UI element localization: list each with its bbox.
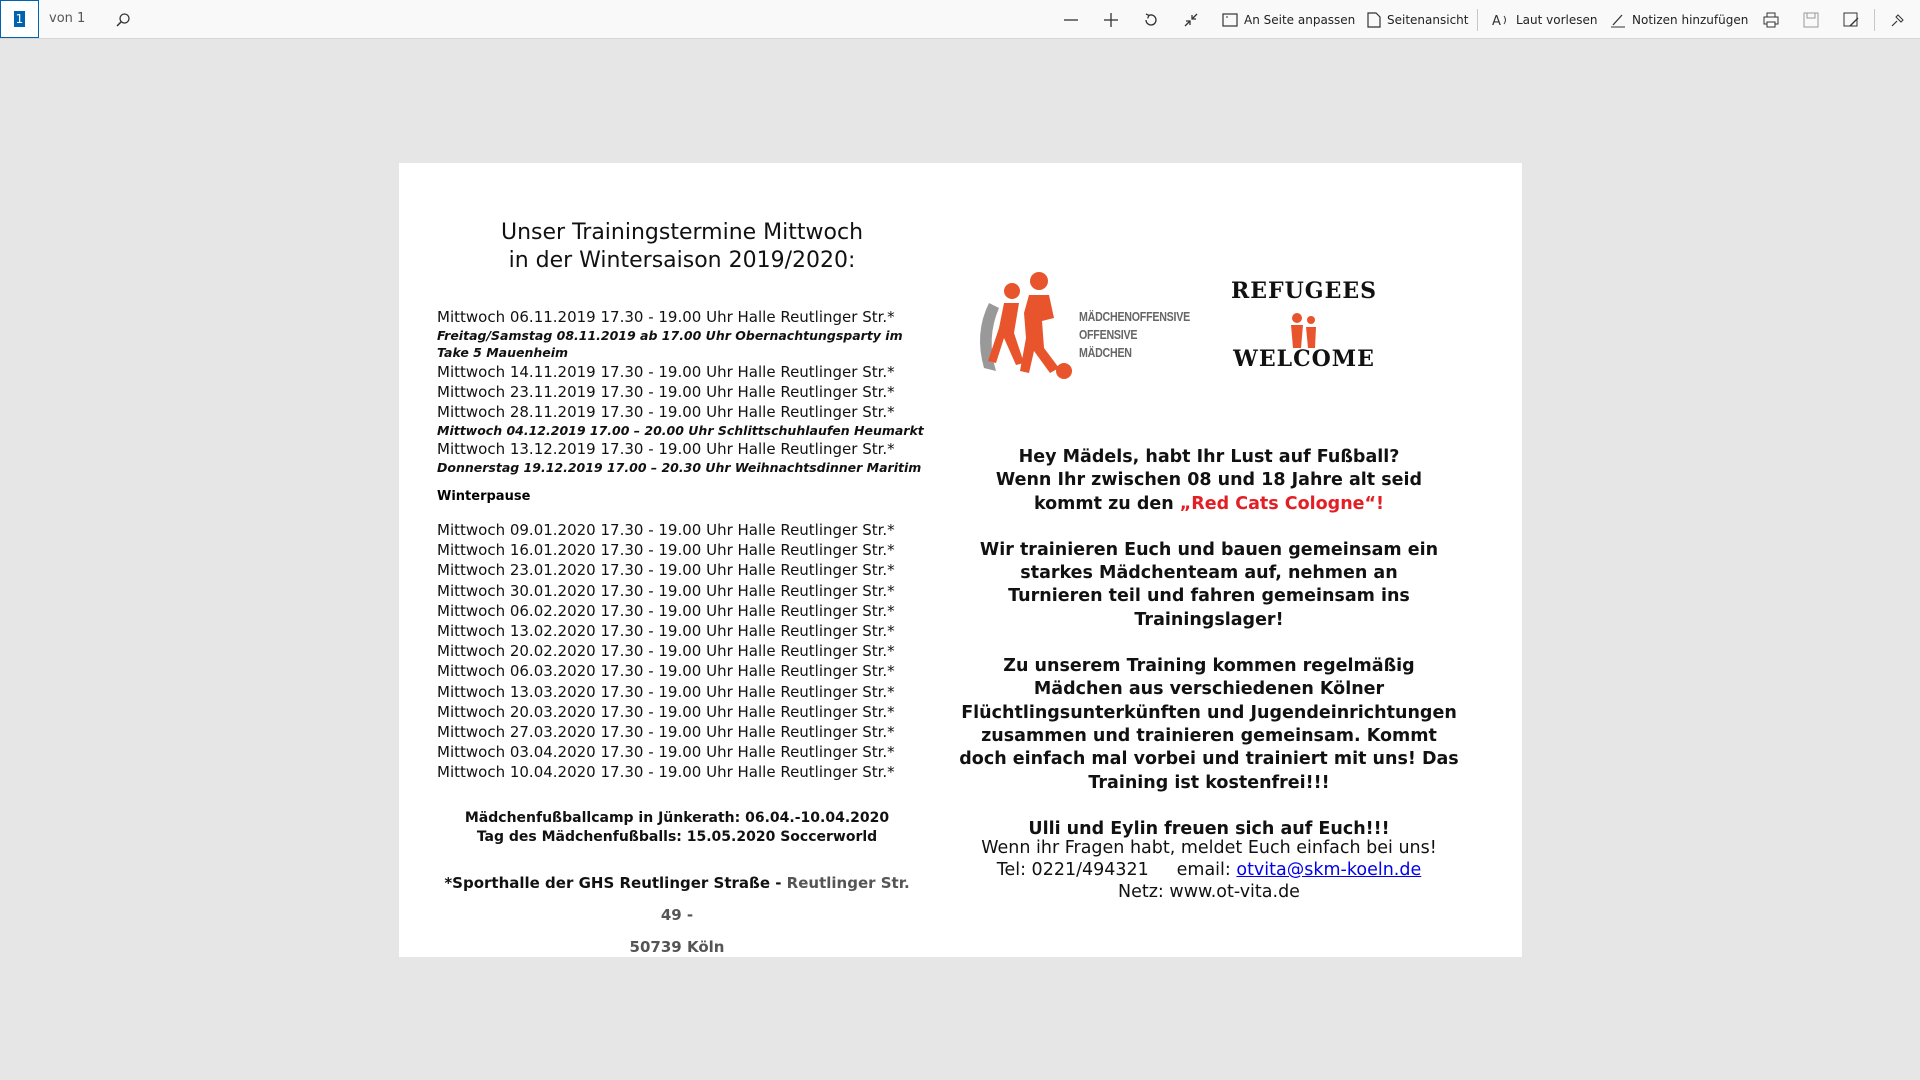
fit-page-button[interactable]	[1222, 9, 1355, 31]
hall-city: 50739 Köln	[629, 937, 725, 956]
logo-text-line: OFFENSIVE MÄDCHEN	[1079, 327, 1138, 360]
document-title	[437, 219, 927, 275]
invitation-line: kommt zu den	[1033, 493, 1180, 514]
hall-address	[437, 867, 917, 963]
schedule-row: Mittwoch 13.03.2020 17.30 - 19.00 Uhr Halle Reutlinger Str.*	[437, 682, 895, 701]
refugees-welcome-logo	[1229, 278, 1379, 378]
schedule-row-event: Donnerstag 19.12.2019 17.00 – 20.30 Uhr Weihnachtsdinner Maritim	[437, 460, 922, 475]
save-as-icon[interactable]	[1840, 9, 1862, 31]
schedule-row: Mittwoch 23.01.2020 17.30 - 19.00 Uhr Halle Reutlinger Str.*	[437, 561, 895, 580]
add-notes-button[interactable]	[1610, 9, 1748, 31]
hall-street: Reutlinger Str. 49 -	[660, 873, 910, 924]
camp-line: Tag des Mädchenfußballs: 15.05.2020 Soccerworld	[476, 828, 878, 845]
search-icon[interactable]	[112, 9, 134, 31]
collapse-icon[interactable]	[1180, 9, 1202, 31]
read-aloud-icon	[1492, 13, 1510, 27]
contact-line: Wenn ihr Fragen habt, meldet Euch einfach bei uns!	[981, 838, 1437, 858]
schedule-row: Mittwoch 30.01.2020 17.30 - 19.00 Uhr Halle Reutlinger Str.*	[437, 581, 895, 600]
minus-icon[interactable]	[1060, 9, 1082, 31]
page-view-label: Seitenansicht	[1387, 13, 1469, 27]
invitation-text	[959, 446, 1459, 864]
save-icon[interactable]	[1800, 9, 1822, 31]
pdf-page	[399, 163, 1522, 957]
team-name: „Red Cats Cologne“!	[1179, 493, 1385, 514]
schedule-row: Mittwoch 09.01.2020 17.30 - 19.00 Uhr Halle Reutlinger Str.*	[437, 521, 895, 539]
schedule-row: Mittwoch 23.11.2019 17.30 - 19.00 Uhr Halle Reutlinger Str.*	[437, 383, 895, 401]
fit-page-icon	[1222, 13, 1238, 27]
running-girls-icon	[974, 263, 1084, 393]
schedule-row: Mittwoch 28.11.2019 17.30 - 19.00 Uhr Halle Reutlinger Str.*	[437, 403, 895, 421]
logo-text-line: MÄDCHENOFFENSIVE	[1079, 309, 1190, 324]
hall-name: *Sporthalle der GHS Reutlinger Straße -	[444, 873, 787, 892]
schedule-row: Mittwoch 10.04.2020 17.30 - 19.00 Uhr Halle Reutlinger Str.*	[437, 763, 895, 782]
schedule-row: Mittwoch 13.02.2020 17.30 - 19.00 Uhr Halle Reutlinger Str.*	[437, 622, 895, 641]
schedule-row-event: Freitag/Samstag 08.11.2019 ab 17.00 Uhr Obernachtungsparty im Take 5 Mauenheim	[437, 328, 903, 360]
pdf-toolbar	[0, 0, 1920, 39]
invitation-line: Wenn Ihr zwischen 08 und 18 Jahre alt seid	[995, 470, 1423, 491]
fit-page-label: An Seite anpassen	[1244, 13, 1356, 27]
page-view-icon	[1367, 12, 1381, 28]
invitation-paragraph: Zu unserem Training kommen regelmäßig Mädchen aus verschiedenen Kölner Flüchtlingsunterkünften und Jugendeinrichtungen zusammen und trainieren gemeinsam. Kommt doch einfach mal vorbei und trainiert mit uns! Das Training ist kostenfrei!!!	[959, 656, 1459, 793]
title-line: Unser Trainingstermine Mittwoch	[500, 220, 864, 245]
schedule-row: Mittwoch 06.11.2019 17.30 - 19.00 Uhr Halle Reutlinger Str.*	[437, 308, 895, 326]
invitation-paragraph	[959, 446, 1459, 516]
contact-email-label: email:	[1176, 860, 1237, 880]
schedule-row: Mittwoch 20.03.2020 17.30 - 19.00 Uhr Halle Reutlinger Str.*	[437, 702, 895, 721]
page-number-input[interactable]	[0, 0, 39, 38]
email-link[interactable]: otvita@skm-koeln.de	[1236, 860, 1422, 880]
logo-refugees-text: REFUGEES	[1230, 278, 1378, 304]
schedule-row: Mittwoch 14.11.2019 17.30 - 19.00 Uhr Halle Reutlinger Str.*	[437, 363, 895, 381]
logo-text	[1079, 308, 1190, 362]
schedule-row: Mittwoch 13.12.2019 17.30 - 19.00 Uhr Halle Reutlinger Str.*	[437, 440, 895, 458]
toolbar-divider	[1477, 9, 1478, 31]
logo-welcome-text: WELCOME	[1233, 346, 1375, 372]
title-line: in der Wintersaison 2019/2020:	[508, 248, 856, 273]
contact-phone: Tel: 0221/494321	[996, 860, 1149, 880]
schedule-row: Mittwoch 03.04.2020 17.30 - 19.00 Uhr Halle Reutlinger Str.*	[437, 743, 895, 762]
svg-text:A: A	[1492, 14, 1501, 27]
schedule-column	[437, 219, 927, 963]
schedule-row: Mittwoch 06.03.2020 17.30 - 19.00 Uhr Halle Reutlinger Str.*	[437, 662, 895, 681]
schedule-row: Mittwoch 20.02.2020 17.30 - 19.00 Uhr Halle Reutlinger Str.*	[437, 642, 895, 661]
contact-line	[959, 859, 1459, 881]
schedule-list	[437, 307, 927, 476]
page-view-button[interactable]	[1367, 9, 1468, 31]
invitation-paragraph: Ulli und Eylin freuen sich auf Euch!!!	[1028, 818, 1390, 839]
plus-icon[interactable]	[1100, 9, 1122, 31]
pen-icon	[1610, 12, 1626, 28]
pin-icon[interactable]	[1887, 9, 1909, 31]
schedule-row: Mittwoch 06.02.2020 17.30 - 19.00 Uhr Halle Reutlinger Str.*	[437, 601, 895, 620]
read-aloud-label: Laut vorlesen	[1516, 13, 1598, 27]
contact-web: Netz: www.ot-vita.de	[1118, 882, 1300, 902]
camp-line: Mädchenfußballcamp in Jünkerath: 06.04.-10.04.2020	[464, 809, 890, 826]
rotate-icon[interactable]	[1140, 9, 1162, 31]
camp-info	[437, 809, 917, 847]
invitation-line: Hey Mädels, habt Ihr Lust auf Fußball?	[1018, 447, 1400, 467]
add-notes-label: Notizen hinzufügen	[1632, 13, 1749, 27]
schedule-list-2020	[437, 520, 927, 783]
schedule-row: Mittwoch 16.01.2020 17.30 - 19.00 Uhr Halle Reutlinger Str.*	[437, 541, 895, 560]
maedchenoffensive-logo	[974, 263, 1209, 393]
schedule-row-event: Mittwoch 04.12.2019 17.00 – 20.00 Uhr Schlittschuhlaufen Heumarkt	[437, 423, 924, 438]
family-icon	[1279, 310, 1329, 350]
page-count-label: von 1	[49, 11, 86, 26]
read-aloud-button[interactable]	[1492, 9, 1598, 31]
page-number-value: 1	[15, 12, 24, 26]
invitation-paragraph: Wir trainieren Euch und bauen gemeinsam ein starkes Mädchenteam auf, nehmen an Turnieren teil und fahren gemeinsam ins Trainingslager!	[979, 539, 1439, 630]
print-icon[interactable]	[1760, 9, 1782, 31]
schedule-row: Mittwoch 27.03.2020 17.30 - 19.00 Uhr Halle Reutlinger Str.*	[437, 723, 895, 742]
toolbar-divider	[1874, 9, 1875, 31]
winter-break-label: Winterpause	[437, 489, 531, 504]
contact-info	[959, 837, 1459, 903]
